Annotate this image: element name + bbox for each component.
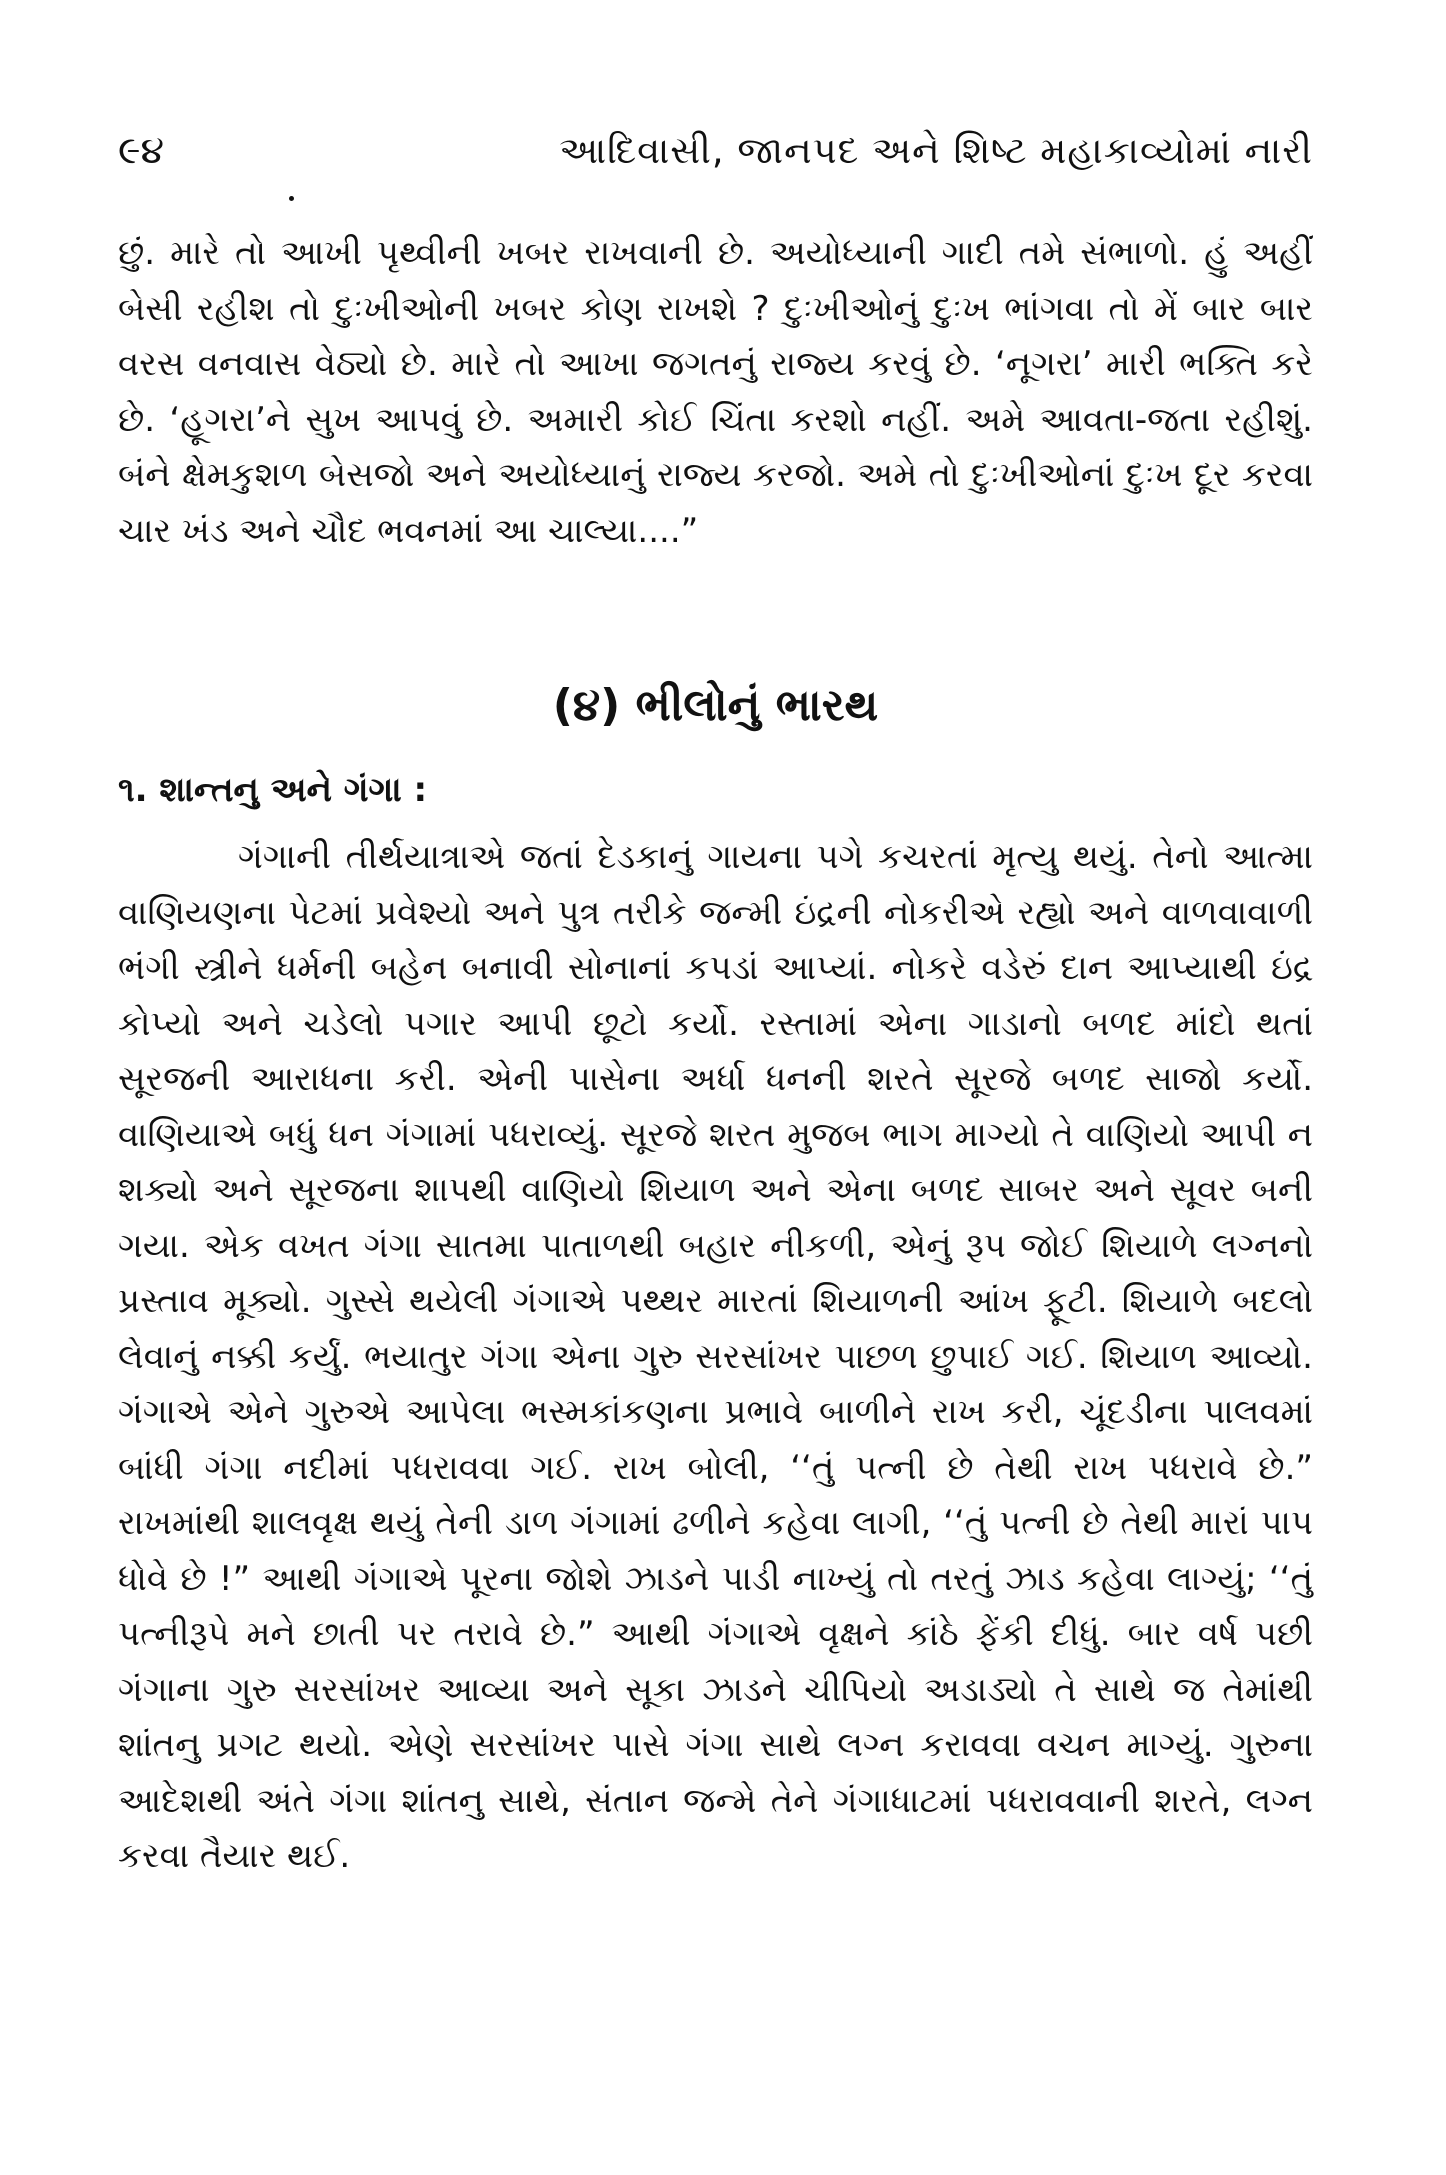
running-title: આદિવાસી, જાનપદ અને શિષ્ટ મહાકાવ્યોમાં નારી — [559, 129, 1313, 172]
page-number: ૯૪ — [118, 128, 165, 172]
sub-heading: ૧. શાન્તનુ અને ગંગા : — [118, 770, 428, 810]
continued-paragraph: છું. મારે તો આખી પૃથ્વીની ખબર રાખવાની છે. અયોધ્યાની ગાદી તમે સંભાળો. હું અહીં બેસી રહીશ તો દુઃખીઓની ખબર કોણ રાખશે ? દુઃખીઓનું દુઃખ ભાંગવા તો મેં બાર બાર વરસ વનવાસ વેઠ્યો છે. મારે તો આખા જગતનું રાજ્ય કરવું છે. ‘નૂગરા’ મારી ભક્તિ કરે છે. ‘હૂગરા’ને સુખ આપવું છે. અમારી કોઈ ચિંતા કરશો નહીં. અમે આવતા-જતા રહીશું. બંને ક્ષેમકુશળ બેસજો અને અયોધ્યાનું રાજ્ય કરજો. અમે તો દુઃખીઓનાં દુઃખ દૂર કરવા ચાર ખંડ અને ચૌદ ભવનમાં આ ચાલ્યા....” — [118, 233, 1313, 551]
section-heading: (૪) ભીલોનું ભારથ — [552, 680, 879, 731]
body-paragraph: ગંગાની તીર્થયાત્રાએ જતાં દેડકાનું ગાયના પગે કચરતાં મૃત્યુ થયું. તેનો આત્મા વાણિયણના પેટમાં પ્રવેશ્યો અને પુત્ર તરીકે જન્મી ઇંદ્રની નોકરીએ રહ્યો અને વાળવાવાળી ભંગી સ્ત્રીને ધર્મની બહેન બનાવી સોનાનાં કપડાં આપ્યાં. નોકરે વડેરું દાન આપ્યાથી ઇંદ્ર કોપ્યો અને ચડેલો પગાર આપી છૂટો કર્યો. રસ્તામાં એના ગાડાનો બળદ માંદો થતાં સૂરજની આરાધના કરી. એની પાસેના અર્ધા ધનની શરતે સૂરજે બળદ સાજો કર્યો. વાણિયાએ બધું ધન ગંગામાં પધરાવ્યું. સૂરજે શરત મુજબ ભાગ માગ્યો તે વાણિયો આપી ન શક્યો અને સૂરજના શાપથી વાણિયો શિયાળ અને એના બળદ સાબર અને સૂવર બની ગયા. એક વખત ગંગા સાતમા પાતાળથી બહાર નીકળી, એનું રૂપ જોઈ શિયાળે લગ્નનો પ્રસ્તાવ મૂક્યો. ગુસ્સે થયેલી ગંગાએ પથ્થર મારતાં શિયાળની આંખ ફૂટી. શિયાળે બદલો લેવાનું નક્કી કર્યું. ભયાતુર ગંગા એના ગુરુ સરસાંખર પાછળ છુપાઈ ગઈ. શિયાળ આવ્યો. ગંગાએ એને ગુરુએ આપેલા ભસ્મકાંકણના પ્રભાવે બાળીને રાખ કરી, ચૂંદડીના પાલવમાં બાંધી ગંગા નદીમાં પધરાવવા ગઈ. રાખ બોલી, ‘‘તું પત્ની છે તેથી રાખ પધરાવે છે.” રાખમાંથી શાલવૃક્ષ થયું તેની ડાળ ગંગામાં ઢળીને કહેવા લાગી, ‘‘તું પત્ની છે તેથી મારાં પાપ ધોવે છે !” આથી ગંગાએ પૂરના જોશે ઝાડને પાડી નાખ્યું તો તરતું ઝાડ કહેવા લાગ્યું; ‘‘તું પત્નીરૂપે મને છાતી પર તરાવે છે.” આથી ગંગાએ વૃક્ષને કાંઠે ફેંકી દીધું. બાર વર્ષ પછી ગંગાના ગુરુ સરસાંખર આવ્યા અને સૂકા ઝાડને ચીપિયો અડાડ્યો તે સાથે જ તેમાંથી શાંતનુ પ્રગટ થયો. એણે સરસાંખર પાસે ગંગા સાથે લગ્ન કરાવવા વચન માગ્યું. ગુરુના આદેશથી અંતે ગંગા શાંતનુ સાથે, સંતાન જન્મે તેને ગંગાધાટમાં પધરાવવાની શરતે, લગ્ન કરવા તૈયાર થઈ. — [118, 837, 1313, 1876]
print-speck — [289, 196, 294, 201]
running-header — [118, 128, 1313, 188]
